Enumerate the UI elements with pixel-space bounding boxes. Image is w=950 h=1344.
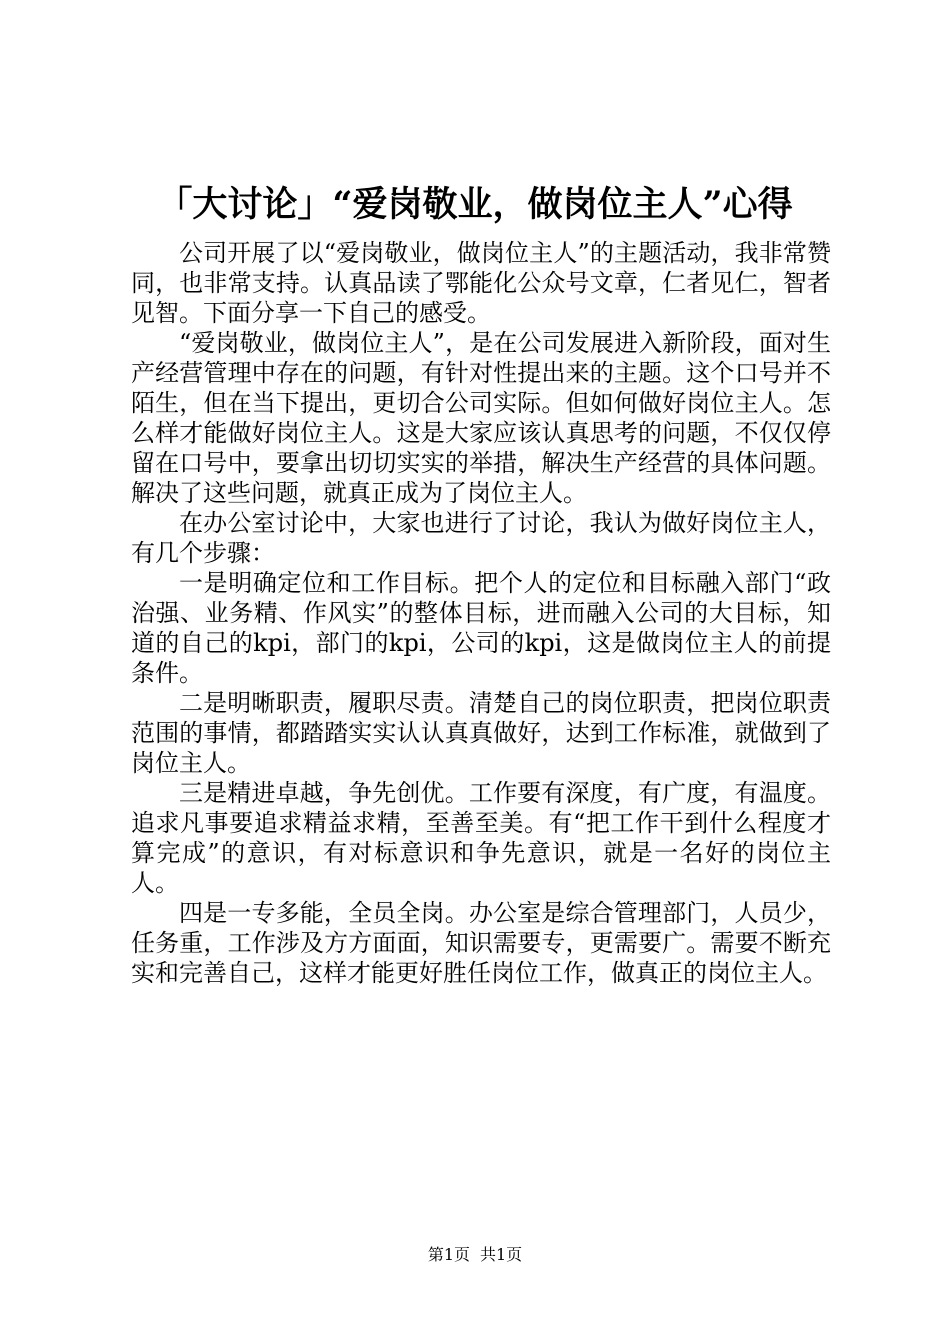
paragraph: “爱岗敬业，做岗位主人”，是在公司发展进入新阶段，面对生产经营管理中存在的问题，有针对性提出来的主题。这个口号并不陌生，但在当下提出，更切合公司实际。但如何做好岗位主人。怎么样才能做好岗位主人。这是大家应该认真思考的问题，不仅仅停留在口号中，要拿出切切实实的举措，解决生产经营的具体问题。解决了这些问题，就真正成为了岗位主人。 [131, 329, 831, 507]
document-title: 「大讨论」“爱岗敬业，做岗位主人”心得 [157, 184, 793, 225]
paragraph: 三是精进卓越，争先创优。工作要有深度，有广度，有温度。追求凡事要追求精益求精，至善至美。有“把工作干到什么程度才算完成”的意识，有对标意识和争先意识，就是一名好的岗位主人。 [131, 779, 831, 897]
page-total: 共1页 [480, 1245, 523, 1264]
page-number: 第1页 [427, 1245, 470, 1264]
paragraph: 二是明晰职责，履职尽责。清楚自己的岗位职责，把岗位职责范围的事情，都踏踏实实认认真真做好，达到工作标准，就做到了岗位主人。 [131, 689, 831, 777]
paragraph: 一是明确定位和工作目标。把个人的定位和目标融入部门“政治强、业务精、作风实”的整体目标，进而融入公司的大目标，知道的自己的kpi，部门的kpi，公司的kpi，这是做岗位主人的前提条件。 [131, 569, 831, 687]
paragraph: 在办公室讨论中，大家也进行了讨论，我认为做好岗位主人，有几个步骤： [131, 509, 831, 567]
page-footer [0, 1244, 950, 1266]
paragraph: 公司开展了以“爱岗敬业，做岗位主人”的主题活动，我非常赞同，也非常支持。认真品读了鄂能化公众号文章，仁者见仁，智者见智。下面分享一下自己的感受。 [131, 239, 831, 327]
document-body [131, 238, 831, 988]
paragraph: 四是一专多能，全员全岗。办公室是综合管理部门，人员少，任务重，工作涉及方方面面，知识需要专，更需要广。需要不断充实和完善自己，这样才能更好胜任岗位工作，做真正的岗位主人。 [131, 899, 831, 987]
